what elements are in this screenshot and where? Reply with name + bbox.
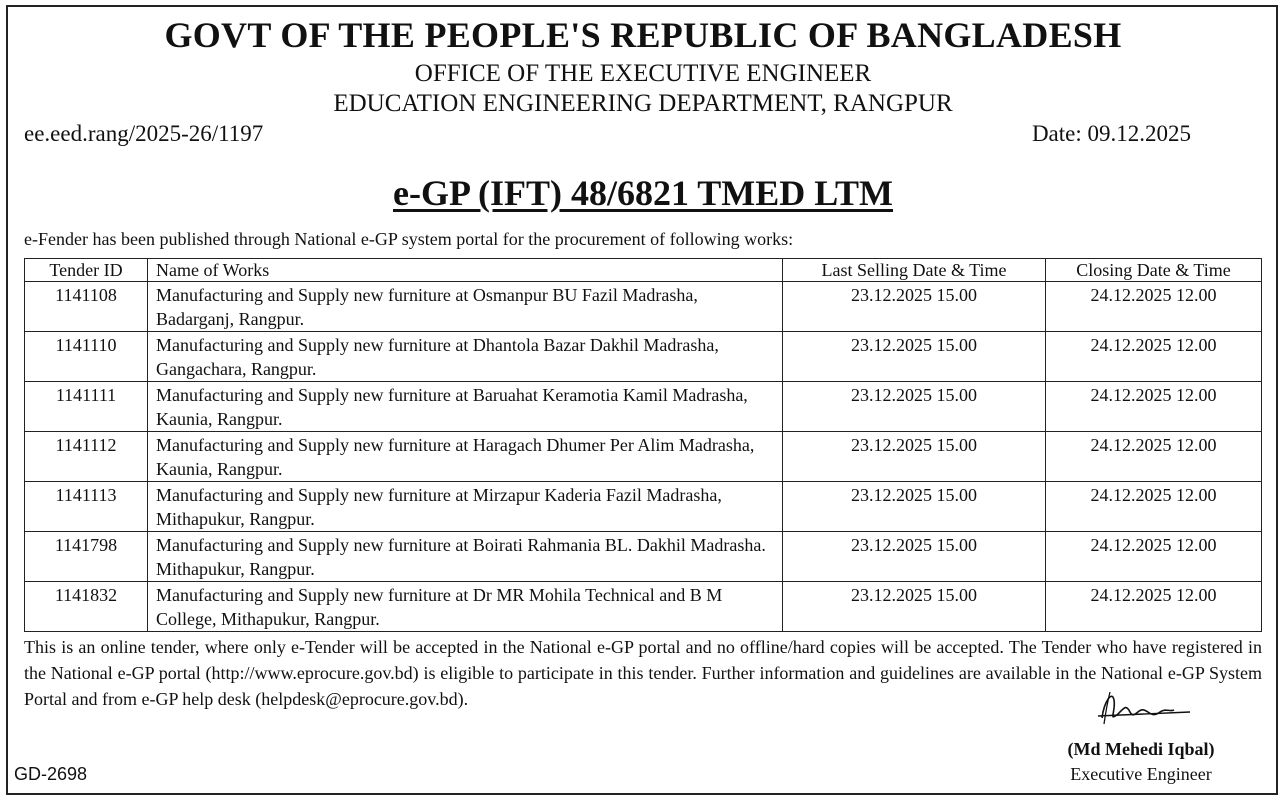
government-heading: GOVT OF THE PEOPLE'S REPUBLIC OF BANGLADESH	[164, 15, 1122, 55]
closing-cell: 24.12.2025 12.00	[1046, 332, 1262, 382]
work-name-cell: Manufacturing and Supply new furniture at Boirati Rahmania BL. Dakhil Madrasha. Mithapukur, Rangpur.	[148, 532, 783, 582]
closing-cell: 24.12.2025 12.00	[1046, 432, 1262, 482]
last-selling-cell: 23.12.2025 15.00	[783, 282, 1046, 332]
tender-id-cell: 1141111	[25, 382, 148, 432]
tender-id-cell: 1141832	[25, 582, 148, 632]
department-heading: EDUCATION ENGINEERING DEPARTMENT, RANGPUR	[333, 90, 953, 117]
last-selling-cell: 23.12.2025 15.00	[783, 332, 1046, 382]
memo-number: ee.eed.rang/2025-26/1197	[24, 121, 264, 146]
intro-text: e-Fender has been published through National e-GP system portal for the procurement of following works:	[24, 229, 794, 249]
tender-id-cell: 1141113	[25, 482, 148, 532]
table-header-row	[25, 259, 1262, 282]
closing-cell: 24.12.2025 12.00	[1046, 582, 1262, 632]
signatory-title: Executive Engineer	[1070, 764, 1212, 784]
signatory-name: (Md Mehedi Iqbal)	[1067, 739, 1215, 759]
tender-id-cell: 1141112	[25, 432, 148, 482]
work-name-cell: Manufacturing and Supply new furniture at Dhantola Bazar Dakhil Madrasha, Gangachara, Rangpur.	[148, 332, 783, 382]
table-row	[25, 382, 1262, 432]
tender-instructions: This is an online tender, where only e-Tender will be accepted in the National e-GP portal and no offline/hard copies will be accepted. The Tender who have registered in the National e-GP portal (http://www.eprocure.gov.bd) is eligible to participate in this tender. Further information and guidelines are available in the National e-GP System Portal and from e-GP help desk (helpdesk@eprocure.gov.bd).	[24, 637, 1262, 709]
office-heading: OFFICE OF THE EXECUTIVE ENGINEER	[414, 60, 872, 87]
handwritten-signature	[1090, 682, 1200, 732]
tender-id-cell: 1141798	[25, 532, 148, 582]
work-name-cell: Manufacturing and Supply new furniture at Haragach Dhumer Per Alim Madrasha, Kaunia, Rangpur.	[148, 432, 783, 482]
tender-table	[24, 258, 1262, 632]
header-tender-id: Tender ID	[25, 259, 148, 282]
gd-number: GD-2698	[14, 764, 88, 784]
table-row	[25, 532, 1262, 582]
last-selling-cell: 23.12.2025 15.00	[783, 482, 1046, 532]
table-row	[25, 482, 1262, 532]
last-selling-cell: 23.12.2025 15.00	[783, 582, 1046, 632]
closing-cell: 24.12.2025 12.00	[1046, 532, 1262, 582]
work-name-cell: Manufacturing and Supply new furniture at Mirzapur Kaderia Fazil Madrasha, Mithapukur, Rangpur.	[148, 482, 783, 532]
closing-cell: 24.12.2025 12.00	[1046, 282, 1262, 332]
work-name-cell: Manufacturing and Supply new furniture at Osmanpur BU Fazil Madrasha, Badarganj, Rangpur.	[148, 282, 783, 332]
table-row	[25, 582, 1262, 632]
header-last-selling: Last Selling Date & Time	[783, 259, 1046, 282]
table-row	[25, 282, 1262, 332]
tender-id-cell: 1141108	[25, 282, 148, 332]
header-name-of-works: Name of Works	[148, 259, 783, 282]
header-closing: Closing Date & Time	[1046, 259, 1262, 282]
closing-cell: 24.12.2025 12.00	[1046, 482, 1262, 532]
closing-cell: 24.12.2025 12.00	[1046, 382, 1262, 432]
notice-date: Date: 09.12.2025	[1031, 121, 1191, 146]
work-name-cell: Manufacturing and Supply new furniture at Dr MR Mohila Technical and B M College, Mithapukur, Rangpur.	[148, 582, 783, 632]
notice-title: e-GP (IFT) 48/6821 TMED LTM	[392, 173, 893, 213]
last-selling-cell: 23.12.2025 15.00	[783, 382, 1046, 432]
tender-id-cell: 1141110	[25, 332, 148, 382]
last-selling-cell: 23.12.2025 15.00	[783, 432, 1046, 482]
table-row	[25, 332, 1262, 382]
last-selling-cell: 23.12.2025 15.00	[783, 532, 1046, 582]
table-row	[25, 432, 1262, 482]
work-name-cell: Manufacturing and Supply new furniture at Baruahat Keramotia Kamil Madrasha, Kaunia, Rangpur.	[148, 382, 783, 432]
